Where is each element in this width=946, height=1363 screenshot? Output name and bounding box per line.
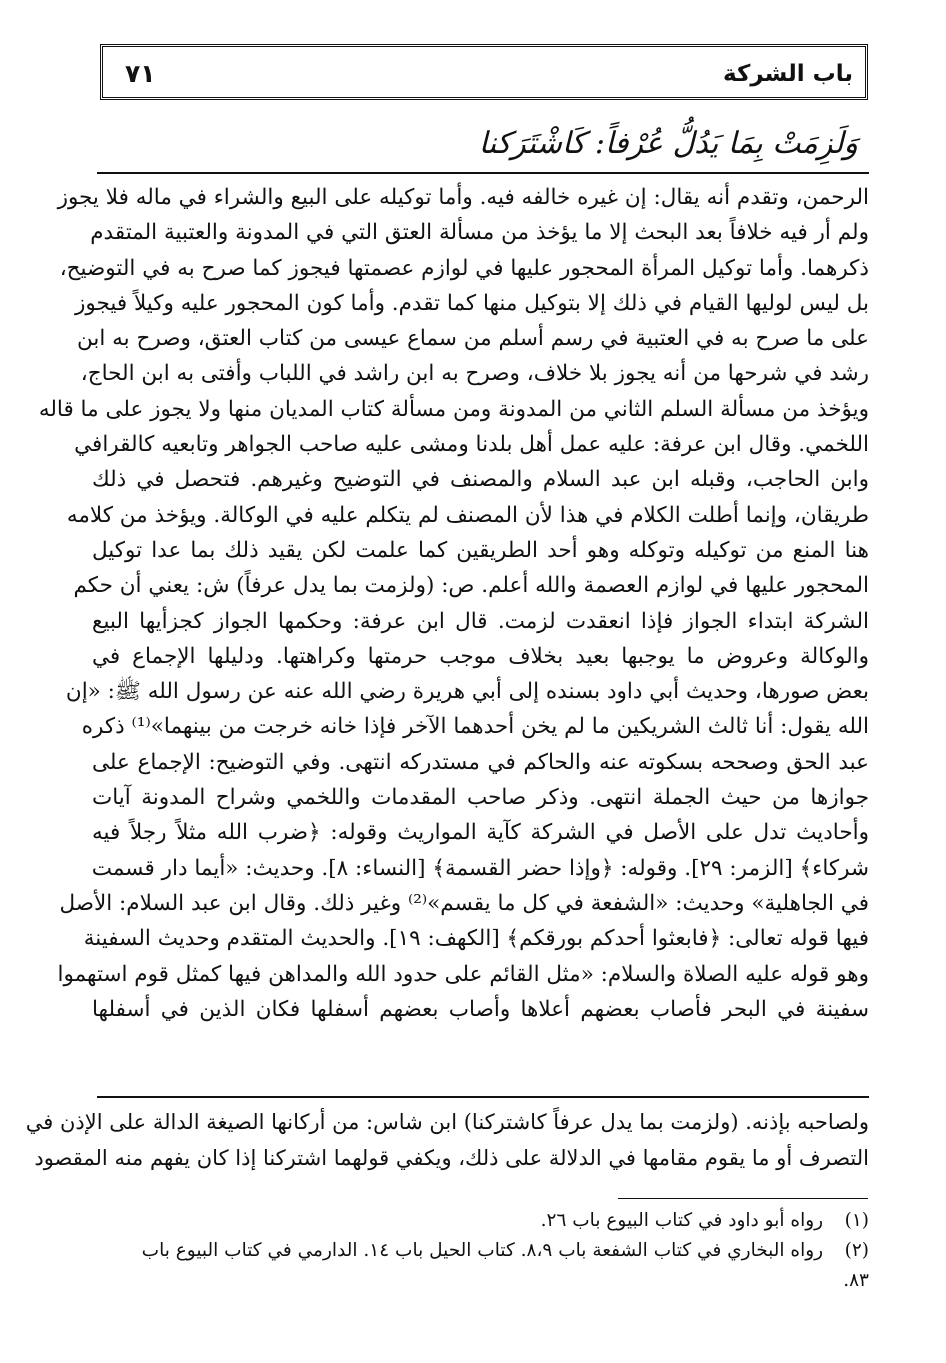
commentary-line: جوازها من حيث الجملة انتهى. وذكر صاحب المقدمات واللخمي وشراح المدونة آيات [92,785,869,811]
footnote-divider [618,1198,868,1199]
footnote-text: رواه البخاري في كتاب الشفعة باب ٨،٩. كتاب الحيل باب ١٤. الدارمي في كتاب البيوع باب [141,1240,824,1261]
secondary-line: التصرف أو ما يقوم مقامها في الدلالة على ذلك، ويكفي قولهما اشتركنا إذا كان يفهم منه المقصود [34,1146,869,1170]
chapter-title: باب الشركة [723,61,853,87]
commentary-line: شركاء﴾ [الزمر: ٢٩]. وقوله: ﴿وإذا حضر القسمة﴾ [النساء: ٨]. وحديث: «أيما دار قسمت [91,855,869,881]
commentary-line: على ما صرح به في العتبية في رسم أسلم من سماع عيسى من كتاب العتق، وصرح به ابن [76,326,869,352]
footnote-text: رواه أبو داود في كتاب البيوع باب ٢٦. [540,1210,824,1231]
divider-bottom [97,1096,869,1098]
footnote-item [92,1206,869,1236]
commentary-line: بعض صورها، وحديث أبي داود بسنده إلى أبي هريرة رضي الله عنه عن رسول الله ﷺ: «إن [65,679,869,705]
commentary-line: سفينة في البحر فأصاب بعضهم أعلاها وأصاب بعضهم أسفلها فكان الذين في أسفلها [92,996,869,1022]
commentary-line: ويؤخذ من مسألة السلم الثاني من المدونة ومن مسألة كتاب المديان منها ولا يجوز على ما قاله [38,396,869,422]
commentary-line: ذكرهما. وأما توكيل المرأة المحجور عليها في لوازم عصمتها فيجوز كما صرح به في التوضيح، [59,255,869,281]
commentary-line: ولم أر فيه خلافاً بعد البحث إلا ما يؤخذ من مسألة العتق التي في المدونة والعتبية المتقدم [90,220,869,246]
matn-text: وَلَزِمَتْ بِمَا يَدُلُّ عُرْفاً: كَاشْتَرَكنا [478,126,858,161]
secondary-commentary [25,1104,869,1176]
page-number: ٧١ [125,59,156,88]
commentary-line: والوكالة وعروض ما يوجبها بعيد بخلاف موجب حرمتها وكراهتها. ودليلها الإجماع في [92,643,869,669]
commentary-line: الرحمن، وتقدم أنه يقال: إن غيره خالفه فيه. وأما توكيله على البيع والشراء في ماله فلا يجوز [57,185,869,210]
commentary-line: طريقان، وإنما أطلت الكلام في هذا لأن المصنف لم يتكلم عليه في الوكالة. ويؤخذ من كلامه [66,502,869,528]
footnote-number: (٢) [844,1240,869,1261]
commentary-line: الله يقول: أنا ثالث الشريكين ما لم يخن أحدهما الآخر فإذا خانه خرجت من بينهما»⁽¹⁾ ذكره [81,714,869,740]
commentary-line: بل ليس لوليها القيام في ذلك إلا بتوكيل منها كما تقدم. وأما كون المحجور عليه وكيلاً فيجوز [75,290,869,316]
commentary-block [38,180,869,1027]
page-header [100,44,868,100]
commentary-line: المحجور عليها في لوازم العصمة والله أعلم. ص: (ولزمت بما يدل عرفاً) ش: يعني أن حكم [73,573,869,599]
commentary-line: وهو قوله عليه الصلاة والسلام: «مثل القائم على حدود الله والمداهن فيها كمثل قوم استهموا [57,961,869,987]
commentary-line: عبد الحق وصححه بسكوته عنه والحاكم في مستدركه انتهى. وفي التوضيح: الإجماع على [92,749,869,775]
footnote-continuation: ٨٣. [843,1270,869,1291]
footnote-number: (١) [844,1210,869,1231]
commentary-line: وأحاديث تدل على الأصل في الشركة كآية المواريث وقوله: ﴿ضرب الله مثلاً رجلاً فيه [92,820,869,846]
footnotes [92,1206,869,1296]
commentary-line: في الجاهلية» وحديث: «الشفعة في كل ما يقسم»⁽²⁾ وغير ذلك. وقال ابن عبد السلام: الأصل [59,890,869,916]
commentary-line: فيها قوله تعالى: ﴿فابعثوا أحدكم بورقكم﴾ [الكهف: ١٩]. والحديث المتقدم وحديث السفينة [83,926,869,952]
commentary-line: هنا المنع من توكيله وتوكله وهو أحد الطريقين كما علمت لكن يقيد ذلك بما عدا توكيل [92,537,869,563]
commentary-line: وابن الحاجب، وقبله ابن عبد السلام والمصنف في التوضيح وغيرهم. فتحصل في ذلك [92,467,869,493]
footnote-item [92,1236,869,1266]
divider-top [97,172,869,174]
commentary-line: اللخمي. وقال ابن عرفة: عليه عمل أهل بلدنا ومشى عليه صاحب الجواهر وتابعيه كالقرافي [74,432,869,458]
secondary-line: ولصاحبه بإذنه. (ولزمت بما يدل عرفاً كاشتركنا) ابن شاس: من أركانها الصيغة الدالة على الإذن في [25,1110,869,1134]
commentary-line: الشركة ابتداء الجواز فإذا انعقدت لزمت. قال ابن عرفة: وحكمها الجواز كجزأيها البيع [92,608,869,634]
commentary-line: رشد في شرحها من أنه يجوز بلا خلاف، وصرح به ابن راشد في اللباب وأفتى به ابن الحاج، [80,361,869,387]
